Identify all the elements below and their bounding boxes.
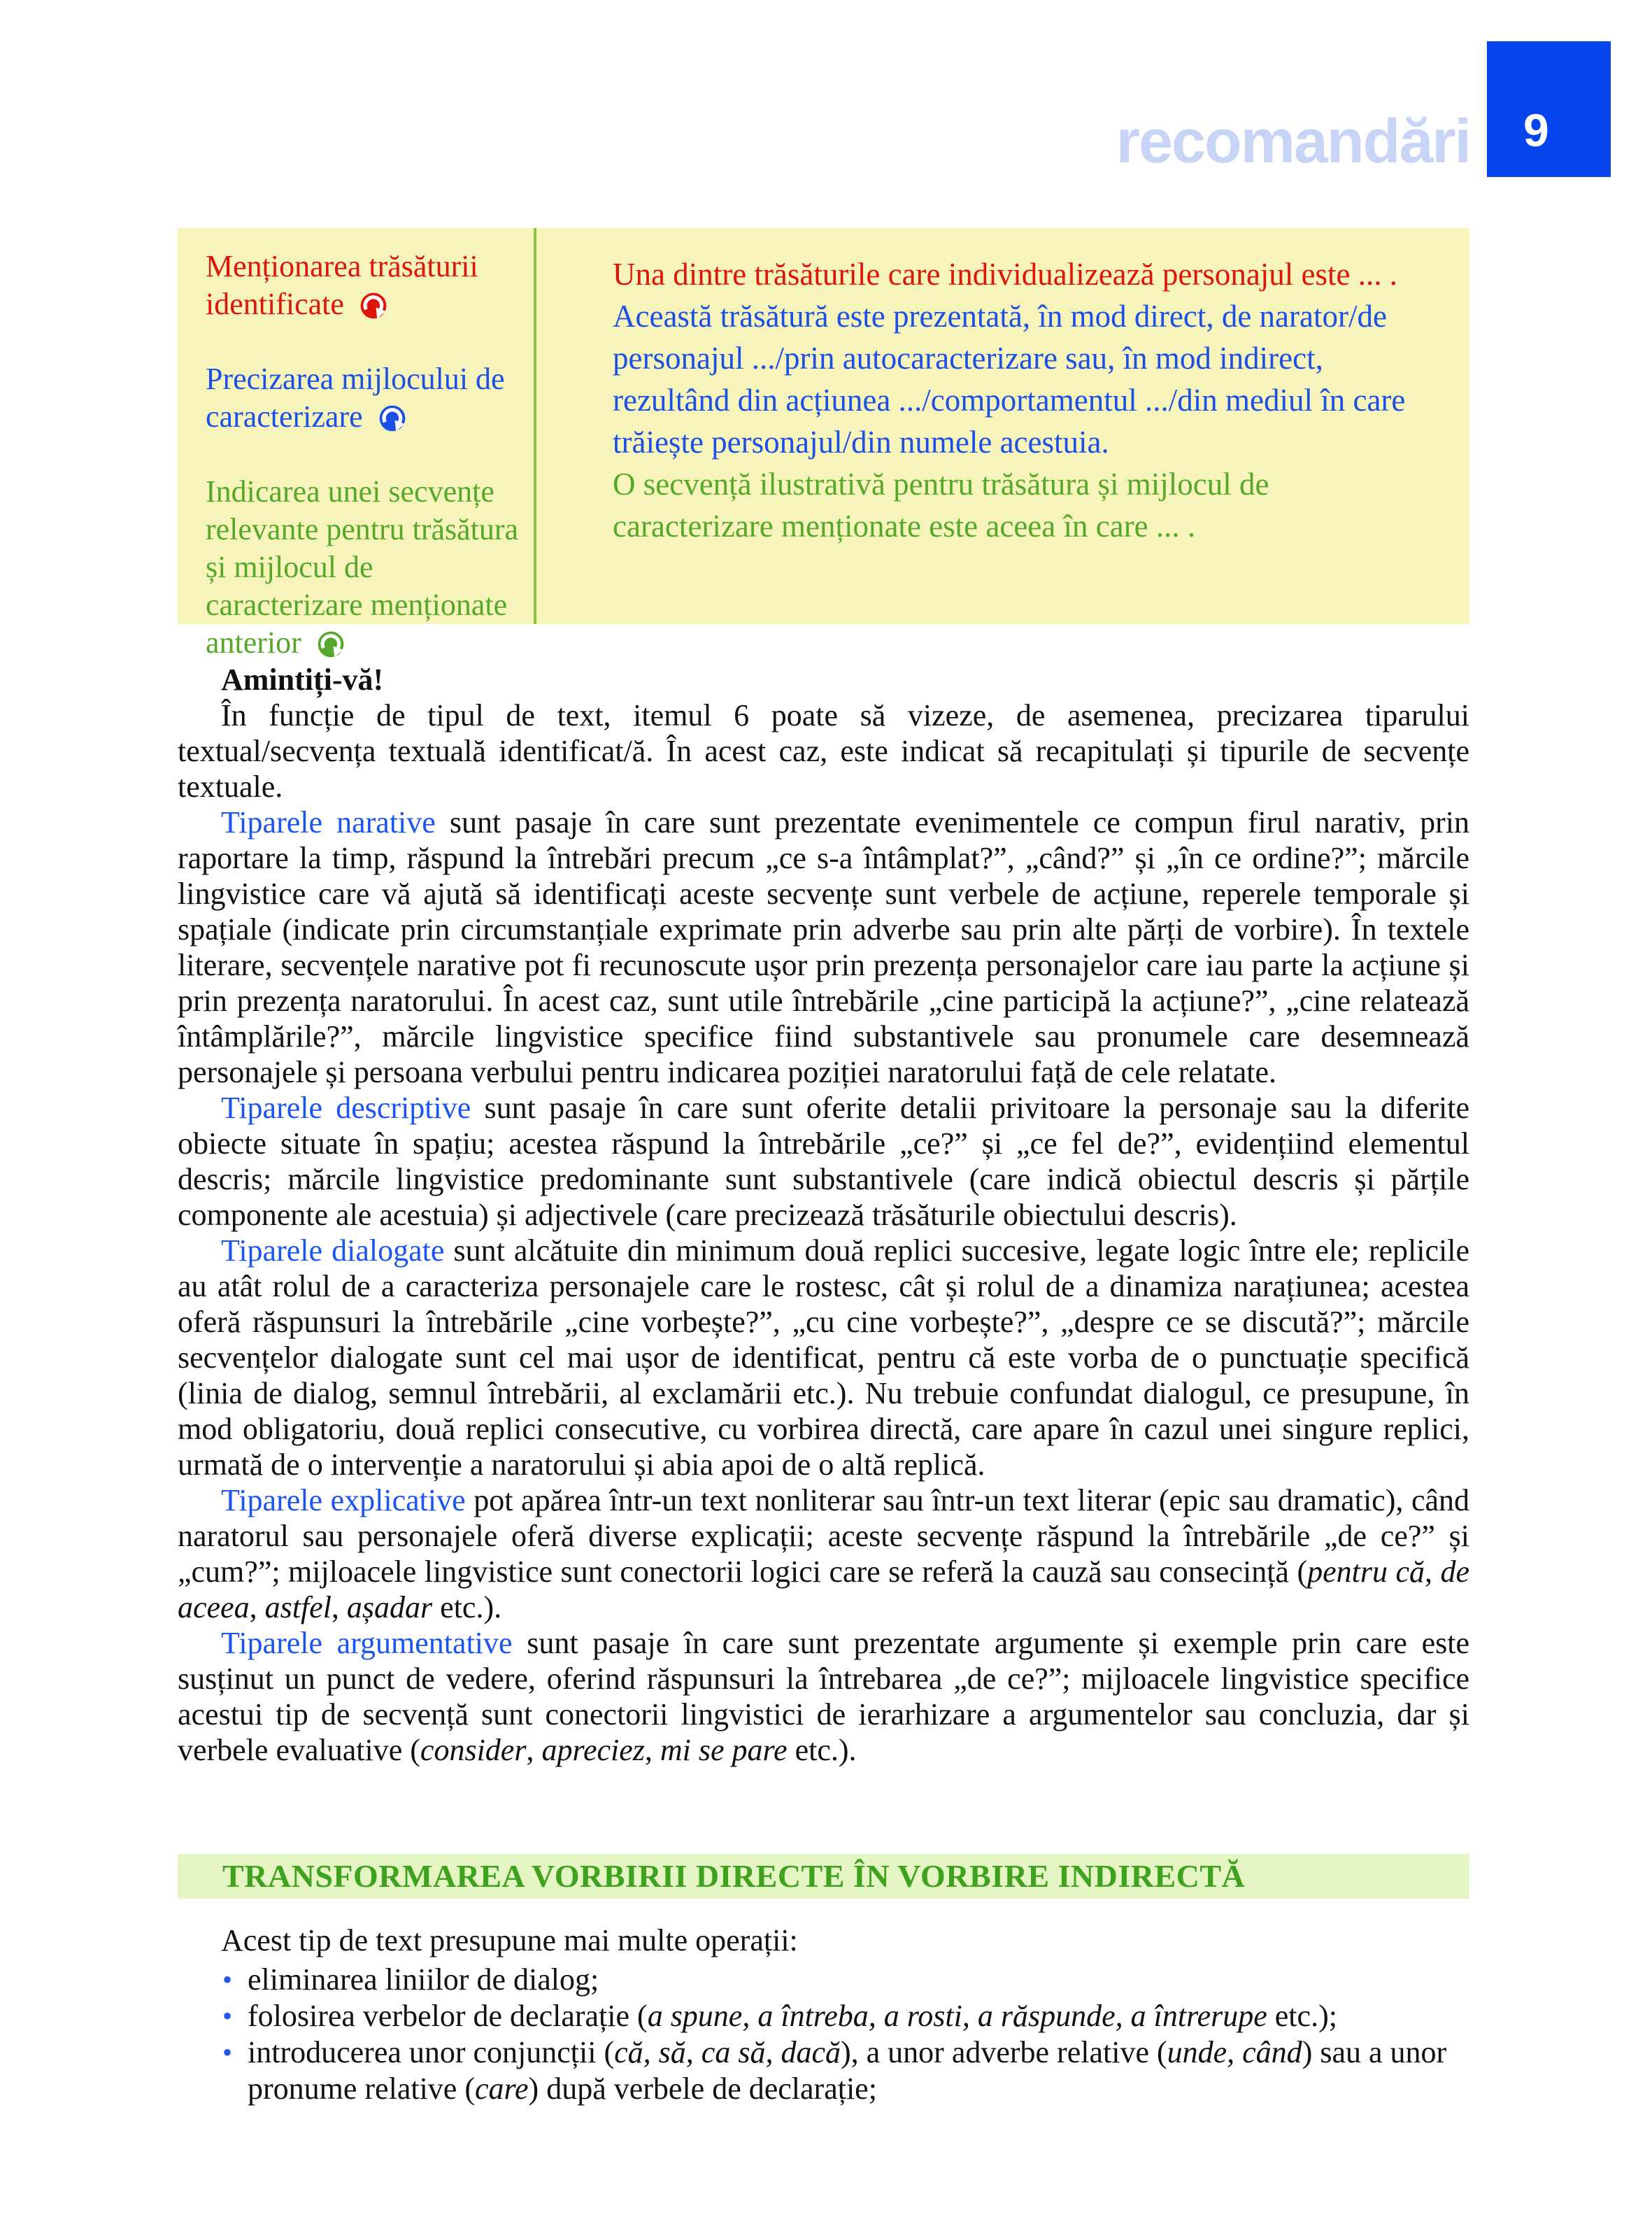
bullet-text: introducerea unor conjuncții (că, să, ca să, dacă), a unor adverbe relative (unde, când) sau a unor pronume relative (care) după verbele de declarație;	[248, 2035, 1447, 2106]
italic-text: apreciez	[541, 1733, 645, 1767]
page-number: 9	[1523, 104, 1549, 156]
circular-arrow-icon	[359, 291, 388, 330]
paragraph-lead: Tiparele narative	[221, 805, 436, 840]
italic-text: consider	[420, 1733, 527, 1767]
italic-text: de aceea	[178, 1554, 1470, 1624]
page-header-label: recomandări	[1116, 106, 1470, 176]
summary-right-column	[613, 253, 1431, 547]
summary-left-item	[206, 360, 534, 442]
body-paragraphs	[178, 805, 1469, 1768]
paragraph-lead: Tiparele descriptive	[221, 1091, 471, 1125]
bullet-list	[178, 1962, 1469, 2107]
bullet-item	[178, 1962, 1469, 1998]
body-text	[178, 662, 1469, 1768]
summary-left-item-label: Precizarea mijlocului de caracterizare	[206, 362, 505, 434]
paragraph-dialogate: Tiparele dialogate sunt alcătuite din minimum două replici succesive, legate logic între ele; replicile au atât rolul de a caracteriza personajele care le rostesc, cât și rolul de a dinamiza narațiunea; acestea oferă răspunsuri la întrebările „cine vorbește?”, „cu cine vorbește?”, „despre ce se discută?”; mărcile secvențelor dialogate sunt cel mai ușor de identificat, pentru că este vorba de o punctuație specifică (linia de dialog, semnul întrebării, al exclamării etc.). Nu trebuie confundat dialogul, ce presupune, în mod obligatoriu, două replici consecutive, cu vorbirea directă, care apare în cazul unei singure replici, urmată de o intervenție a naratorului și abia apoi de o altă replică.	[178, 1233, 1469, 1482]
circular-arrow-icon	[378, 404, 407, 442]
paragraph-lead: Tiparele argumentative	[221, 1626, 513, 1660]
bullet-item	[178, 2034, 1469, 2107]
summary-box	[178, 228, 1469, 660]
italic-text: așadar	[346, 1590, 433, 1624]
intro-paragraph: În funcție de tipul de text, itemul 6 poate să vizeze, de asemenea, precizarea tiparului textual/secvența textuală identificat/ă. În acest caz, este indicat să recapitulați și tipurile de secvențe textuale.	[178, 698, 1469, 804]
summary-right-item: Una dintre trăsăturile care individualizează personajul este ... .	[613, 257, 1398, 292]
italic-text: a spune, a întreba, a rosti, a răspunde, a întrerupe	[647, 1999, 1267, 2033]
italic-text: astfel	[264, 1590, 332, 1624]
section-intro: Acest tip de text presupune mai multe operații:	[221, 1923, 798, 1957]
summary-right-item: O secvență ilustrativă pentru trăsătura și mijlocul de caracterizare menționate este aceea în care ... .	[613, 467, 1269, 544]
bullet-dot-icon: •	[222, 2037, 233, 2068]
bullet-dot-icon: •	[222, 1964, 233, 1995]
bullet-item	[178, 1998, 1469, 2034]
bullet-dot-icon: •	[222, 2000, 233, 2032]
paragraph-lead: Tiparele explicative	[221, 1483, 466, 1517]
italic-text: care	[474, 2071, 529, 2106]
remember-heading: Amintiți-vă!	[221, 663, 384, 697]
page-number-box	[1487, 41, 1611, 177]
summary-right-item: Această trăsătură este prezentată, în mod direct, de narator/de personajul .../prin autocaracterizare sau, în mod indirect, rezultând din acțiunea .../comportamentul .../din mediul în care trăiește personajul/din numele acestuia.	[613, 299, 1406, 460]
paragraph-argumentative: Tiparele argumentative sunt pasaje în care sunt prezentate argumente și exemple prin care este susținut un punct de vedere, oferind răspunsuri la întrebarea „de ce?”; mijloacele lingvistice specifice acestui tip de secvență sunt conectorii lingvistici de ierarhizare a argumentelor sau concluzia, dar și verbele evaluative (consider, apreciez, mi se pare etc.).	[178, 1626, 1469, 1767]
italic-text: că, să, ca să, dacă	[614, 2035, 841, 2069]
bullet-text: eliminarea liniilor de dialog;	[248, 1962, 599, 1997]
summary-left-item	[206, 473, 534, 668]
italic-text: mi se pare	[660, 1733, 788, 1767]
paragraph-explicative: Tiparele explicative pot apărea într-un text nonliterar sau într-un text literar (epic sau dramatic), când naratorul sau personajele oferă diverse explicații; aceste secvențe răspund la întrebările „de ce?” și „cum?”; mijloacele lingvistice sunt conectorii logici care se referă la cauză sau consecință (pentru că, de aceea, astfel, așadar etc.).	[178, 1483, 1470, 1624]
italic-text: unde, când	[1167, 2035, 1302, 2069]
paragraph-narative: Tiparele narative sunt pasaje în care sunt prezentate evenimentele ce compun firul narativ, prin raportare la timp, răspund la întrebări precum „ce s-a întâmplat?”, „când?” și „în ce ordine?”; mărcile lingvistice care vă ajută să identificați aceste secvențe sunt verbele de acțiune, reperele temporale și spațiale (indicate prin circumstanțiale exprimate prin adverbe sau prin alte părți de vorbire). În textele literare, secvențele narative pot fi recunoscute ușor prin prezența personajelor care iau parte la acțiune și prin prezența naratorului. În acest caz, sunt utile întrebările „cine participă la acțiune?”, „cine relatează întâmplările?”, mărcile lingvistice specifice fiind substantivele sau pronumele care desemnează personajele și persoana verbului pentru indicarea poziției naratorului față de cele relatate.	[178, 805, 1469, 1089]
section-title: TRANSFORMAREA VORBIRII DIRECTE ÎN VORBIRE INDIRECTĂ	[222, 1858, 1246, 1894]
summary-left-item	[206, 248, 534, 330]
bullet-text: folosirea verbelor de declarație (a spune, a întreba, a rosti, a răspunde, a întrerupe etc.);	[248, 1999, 1337, 2033]
section-band	[178, 1854, 1469, 1899]
paragraph-lead: Tiparele dialogate	[221, 1233, 445, 1268]
paragraph-descriptive: Tiparele descriptive sunt pasaje în care sunt oferite detalii privitoare la personaje sau la diferite obiecte situate în spațiu; acestea răspund la întrebările „ce?” și „ce fel de?”, evidențiind elementul descris; mărcile lingvistice predominante sunt substantivele (care indică obiectul descris și părțile componente ale acestuia) și adjectivele (care precizează trăsăturile obiectului descris).	[178, 1091, 1470, 1232]
section-body	[178, 1922, 1469, 2107]
italic-text: pentru că	[1307, 1554, 1425, 1589]
summary-left-item-label: Indicarea unei secvențe relevante pentru trăsătura și mijlocul de caracterizare menționate anterior	[206, 474, 519, 660]
summary-left-item-label: Menționarea trăsăturii identificate	[206, 249, 478, 321]
summary-left-column	[206, 248, 534, 668]
